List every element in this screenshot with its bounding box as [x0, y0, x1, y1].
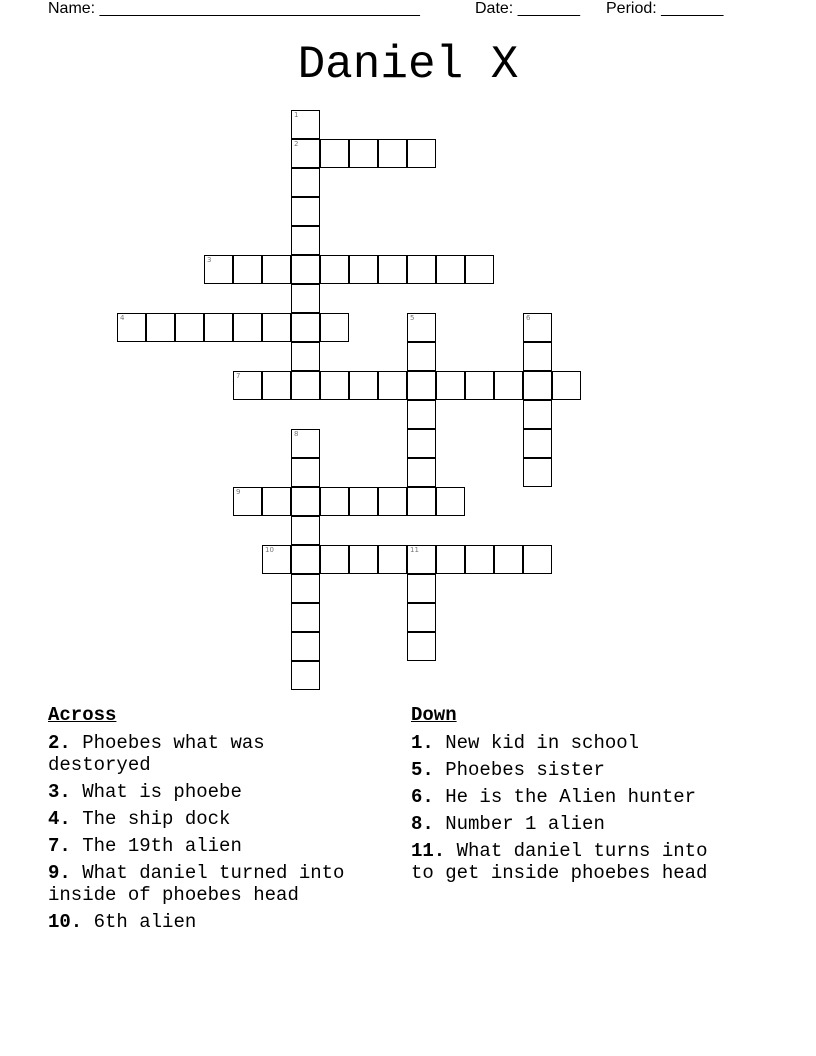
- clue-number: 10: [265, 546, 274, 554]
- grid-cell[interactable]: [407, 574, 436, 603]
- grid-cell[interactable]: [523, 371, 552, 400]
- clue-number: 5: [410, 314, 415, 322]
- grid-cell[interactable]: [320, 139, 349, 168]
- grid-cell[interactable]: [349, 545, 378, 574]
- grid-cell[interactable]: [262, 255, 291, 284]
- date-field[interactable]: Date: _______: [475, 0, 580, 17]
- clue-number: 11: [410, 546, 419, 554]
- grid-cell[interactable]: [291, 139, 320, 168]
- clue-across-7: 7. The 19th alien: [48, 835, 242, 857]
- grid-cell[interactable]: [465, 545, 494, 574]
- grid-cell[interactable]: [291, 371, 320, 400]
- grid-cell[interactable]: [349, 487, 378, 516]
- grid-cell[interactable]: [523, 458, 552, 487]
- grid-cell[interactable]: [436, 487, 465, 516]
- clue-number: 3: [207, 256, 212, 264]
- grid-cell[interactable]: [407, 429, 436, 458]
- grid-cell[interactable]: [378, 545, 407, 574]
- grid-cell[interactable]: [262, 371, 291, 400]
- grid-cell[interactable]: [320, 487, 349, 516]
- grid-cell[interactable]: [436, 545, 465, 574]
- grid-cell[interactable]: [523, 400, 552, 429]
- clue-number: 1: [294, 111, 299, 119]
- grid-cell[interactable]: [262, 313, 291, 342]
- grid-cell[interactable]: [233, 313, 262, 342]
- grid-cell[interactable]: [291, 632, 320, 661]
- grid-cell[interactable]: [407, 458, 436, 487]
- clue-number: 6: [526, 314, 531, 322]
- clue-number: 4: [120, 314, 125, 322]
- period-field[interactable]: Period: _______: [606, 0, 724, 17]
- grid-cell[interactable]: [407, 342, 436, 371]
- grid-cell[interactable]: [523, 545, 552, 574]
- grid-cell[interactable]: [465, 255, 494, 284]
- grid-cell[interactable]: [262, 487, 291, 516]
- grid-cell[interactable]: [407, 603, 436, 632]
- grid-cell[interactable]: [436, 255, 465, 284]
- grid-cell[interactable]: [523, 342, 552, 371]
- grid-cell[interactable]: [320, 545, 349, 574]
- grid-cell[interactable]: [291, 603, 320, 632]
- clue-across-2: 2. Phoebes what was destoryed: [48, 732, 265, 776]
- grid-cell[interactable]: [436, 371, 465, 400]
- grid-cell[interactable]: [291, 197, 320, 226]
- grid-cell[interactable]: [494, 545, 523, 574]
- puzzle-title: Daniel X: [297, 39, 519, 91]
- grid-cell[interactable]: [407, 371, 436, 400]
- grid-cell[interactable]: [291, 661, 320, 690]
- grid-cell[interactable]: [291, 110, 320, 139]
- name-field[interactable]: Name: ____________________________________: [48, 0, 420, 17]
- grid-cell[interactable]: [378, 371, 407, 400]
- grid-cell[interactable]: [349, 139, 378, 168]
- grid-cell[interactable]: [552, 371, 581, 400]
- grid-cell[interactable]: [291, 226, 320, 255]
- grid-cell[interactable]: [378, 139, 407, 168]
- grid-cell[interactable]: [407, 139, 436, 168]
- grid-cell[interactable]: [523, 429, 552, 458]
- grid-cell[interactable]: [291, 168, 320, 197]
- grid-cell[interactable]: [233, 255, 262, 284]
- clue-number: 9: [236, 488, 241, 496]
- grid-cell[interactable]: [349, 255, 378, 284]
- grid-cell[interactable]: [291, 545, 320, 574]
- grid-cell[interactable]: [291, 458, 320, 487]
- grid-cell[interactable]: [291, 516, 320, 545]
- across-heading: Across: [48, 704, 117, 726]
- clue-number: 7: [236, 372, 241, 380]
- grid-cell[interactable]: [407, 632, 436, 661]
- grid-cell[interactable]: [378, 487, 407, 516]
- clue-number: 8: [294, 430, 299, 438]
- grid-cell[interactable]: [291, 313, 320, 342]
- grid-cell[interactable]: [233, 371, 262, 400]
- grid-cell[interactable]: [262, 545, 291, 574]
- clue-across-3: 3. What is phoebe: [48, 781, 242, 803]
- grid-cell[interactable]: [523, 313, 552, 342]
- across-clues: [48, 704, 378, 938]
- grid-cell[interactable]: [291, 342, 320, 371]
- grid-cell[interactable]: [349, 371, 378, 400]
- clue-down-8: 8. Number 1 alien: [411, 813, 605, 835]
- grid-cell[interactable]: [291, 255, 320, 284]
- down-heading: Down: [411, 704, 457, 726]
- grid-cell[interactable]: [291, 574, 320, 603]
- grid-cell[interactable]: [291, 487, 320, 516]
- grid-cell[interactable]: [146, 313, 175, 342]
- grid-cell[interactable]: [494, 371, 523, 400]
- clue-number: 2: [294, 140, 299, 148]
- clue-down-6: 6. He is the Alien hunter: [411, 786, 697, 808]
- grid-cell[interactable]: [407, 255, 436, 284]
- down-clues: [411, 704, 741, 889]
- grid-cell[interactable]: [291, 429, 320, 458]
- clue-across-10: 10. 6th alien: [48, 911, 197, 933]
- grid-cell[interactable]: [320, 371, 349, 400]
- grid-cell[interactable]: [407, 313, 436, 342]
- clue-down-11: 11. What daniel turns into to get inside phoebes head: [411, 840, 708, 884]
- grid-cell[interactable]: [320, 255, 349, 284]
- grid-cell[interactable]: [465, 371, 494, 400]
- grid-cell[interactable]: [175, 313, 204, 342]
- grid-cell[interactable]: [204, 313, 233, 342]
- grid-cell[interactable]: [291, 284, 320, 313]
- grid-cell[interactable]: [407, 545, 436, 574]
- clue-down-1: 1. New kid in school: [411, 732, 640, 754]
- grid-cell[interactable]: [407, 400, 436, 429]
- grid-cell[interactable]: [204, 255, 233, 284]
- grid-cell[interactable]: [320, 313, 349, 342]
- clue-across-9: 9. What daniel turned into inside of phoebes head: [48, 862, 345, 906]
- clue-across-4: 4. The ship dock: [48, 808, 231, 830]
- grid-cell[interactable]: [117, 313, 146, 342]
- grid-cell[interactable]: [378, 255, 407, 284]
- grid-cell[interactable]: [407, 487, 436, 516]
- clue-down-5: 5. Phoebes sister: [411, 759, 605, 781]
- grid-cell[interactable]: [233, 487, 262, 516]
